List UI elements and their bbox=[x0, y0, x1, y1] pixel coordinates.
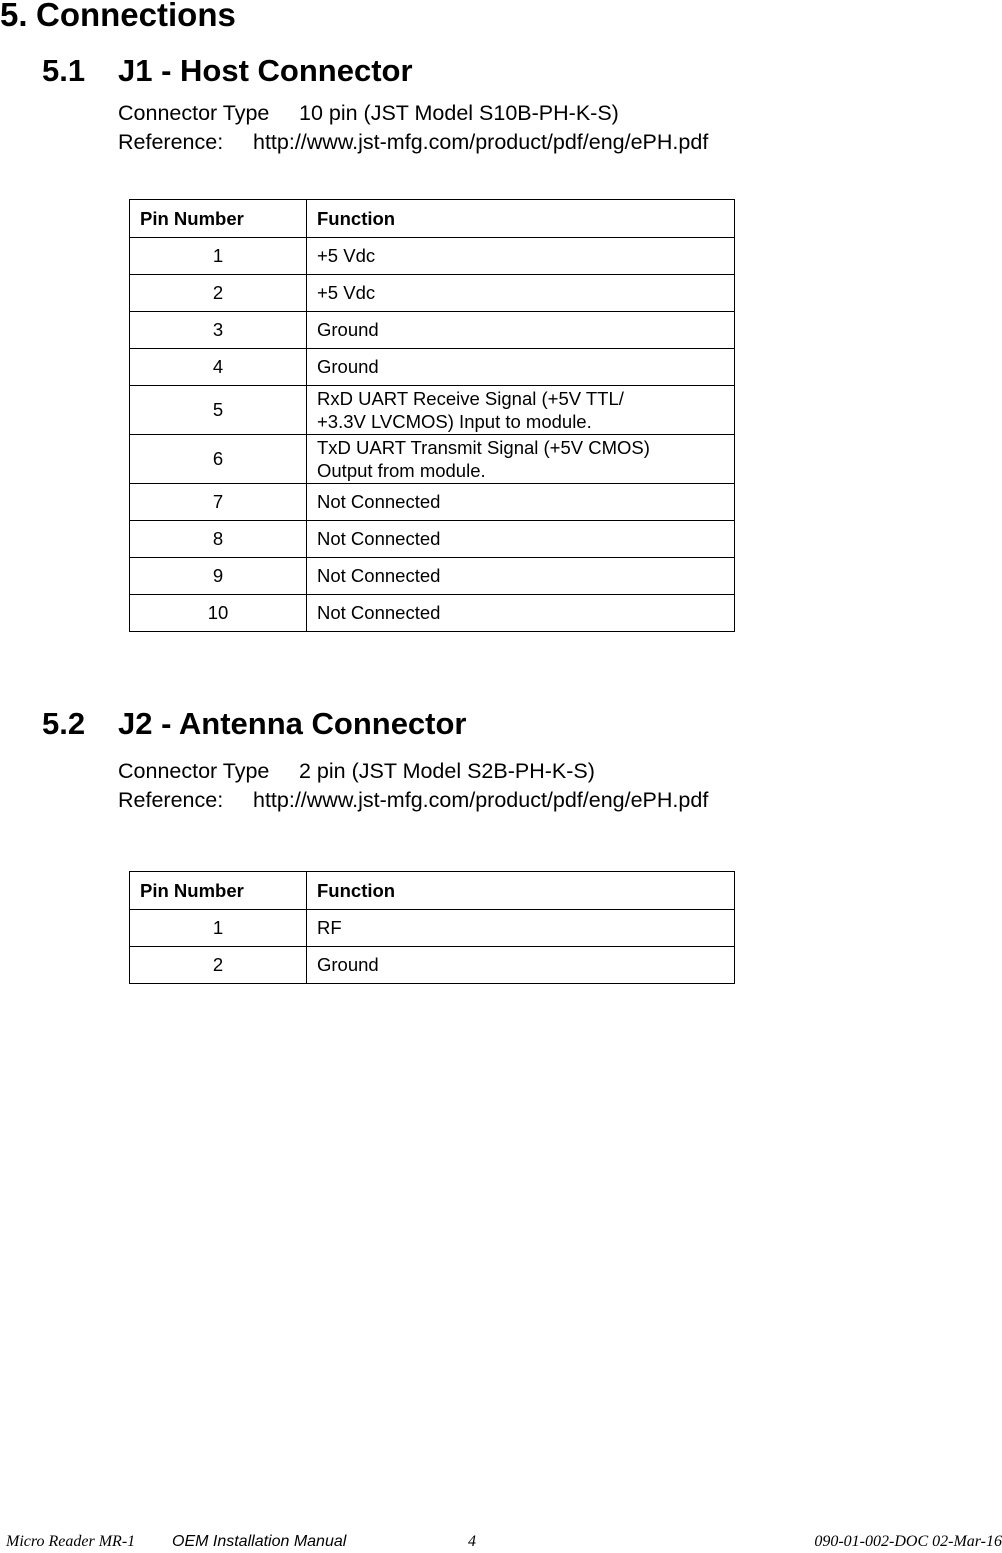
function-cell: Not Connected bbox=[307, 484, 735, 521]
function-cell bbox=[307, 386, 735, 435]
function-line: TxD UART Transmit Signal (+5V CMOS) bbox=[317, 437, 650, 458]
function-cell: +5 Vdc bbox=[307, 275, 735, 312]
connector-type-line bbox=[118, 757, 708, 786]
pin-number-cell: 10 bbox=[130, 595, 307, 632]
section-title: J2 - Antenna Connector bbox=[118, 706, 467, 741]
table-row bbox=[130, 238, 735, 275]
function-cell bbox=[307, 435, 735, 484]
connector-type-line bbox=[118, 99, 708, 128]
connector-type-value: 2 pin (JST Model S2B-PH-K-S) bbox=[299, 759, 595, 783]
chapter-title: Connections bbox=[36, 0, 236, 33]
table-row bbox=[130, 595, 735, 632]
function-cell: RF bbox=[307, 910, 735, 947]
pin-number-cell: 8 bbox=[130, 521, 307, 558]
reference-link[interactable]: http://www.jst-mfg.com/product/pdf/eng/ePH.pdf bbox=[253, 788, 709, 812]
function-cell: Ground bbox=[307, 349, 735, 386]
function-cell: Ground bbox=[307, 312, 735, 349]
function-cell: Not Connected bbox=[307, 558, 735, 595]
function-line: Output from module. bbox=[317, 460, 486, 481]
table-row bbox=[130, 521, 735, 558]
pin-number-cell: 2 bbox=[130, 275, 307, 312]
section-number: 5.2 bbox=[42, 706, 86, 741]
page-footer bbox=[6, 1533, 1002, 1553]
table-row bbox=[130, 349, 735, 386]
column-header-function: Function bbox=[307, 872, 735, 910]
j1-pin-table bbox=[129, 199, 735, 632]
table-header-row bbox=[130, 872, 735, 910]
table-header-row bbox=[130, 200, 735, 238]
section-number: 5.1 bbox=[42, 53, 86, 88]
connector-info-j2 bbox=[118, 757, 708, 815]
connector-type-label: Connector Type bbox=[118, 101, 270, 125]
pin-number-cell: 9 bbox=[130, 558, 307, 595]
function-cell: +5 Vdc bbox=[307, 238, 735, 275]
table-row bbox=[130, 275, 735, 312]
table-row bbox=[130, 558, 735, 595]
chapter-heading bbox=[0, 0, 236, 34]
column-header-pin: Pin Number bbox=[130, 200, 307, 238]
table-row bbox=[130, 484, 735, 521]
section-title: J1 - Host Connector bbox=[118, 53, 413, 88]
pin-number-cell: 4 bbox=[130, 349, 307, 386]
function-cell: Not Connected bbox=[307, 521, 735, 558]
connector-type-label: Connector Type bbox=[118, 759, 270, 783]
column-header-function: Function bbox=[307, 200, 735, 238]
reference-line bbox=[118, 128, 708, 157]
j2-pin-table bbox=[129, 871, 735, 984]
connector-type-value: 10 pin (JST Model S10B-PH-K-S) bbox=[299, 101, 619, 125]
footer-page-number: 4 bbox=[468, 1533, 476, 1550]
function-cell: Ground bbox=[307, 947, 735, 984]
column-header-pin: Pin Number bbox=[130, 872, 307, 910]
footer-doc-id: 090-01-002-DOC 02-Mar-16 bbox=[814, 1533, 1002, 1550]
table-row bbox=[130, 910, 735, 947]
function-line: +3.3V LVCMOS) Input to module. bbox=[317, 411, 592, 432]
chapter-number: 5. bbox=[0, 0, 28, 33]
reference-line bbox=[118, 786, 708, 815]
reference-label: Reference: bbox=[118, 788, 224, 812]
pin-number-cell: 6 bbox=[130, 435, 307, 484]
reference-label: Reference: bbox=[118, 130, 224, 154]
footer-manual-title: OEM Installation Manual bbox=[172, 1533, 347, 1550]
function-line: RxD UART Receive Signal (+5V TTL/ bbox=[317, 388, 624, 409]
reference-link[interactable]: http://www.jst-mfg.com/product/pdf/eng/ePH.pdf bbox=[253, 130, 709, 154]
table-row bbox=[130, 312, 735, 349]
pin-number-cell: 1 bbox=[130, 238, 307, 275]
table-row bbox=[130, 947, 735, 984]
pin-number-cell: 3 bbox=[130, 312, 307, 349]
pin-number-cell: 5 bbox=[130, 386, 307, 435]
section-heading-j2 bbox=[42, 706, 467, 742]
section-heading-j1 bbox=[42, 53, 413, 89]
connector-info-j1 bbox=[118, 99, 708, 157]
table-row bbox=[130, 386, 735, 435]
function-cell: Not Connected bbox=[307, 595, 735, 632]
pin-number-cell: 2 bbox=[130, 947, 307, 984]
pin-number-cell: 7 bbox=[130, 484, 307, 521]
table-row bbox=[130, 435, 735, 484]
pin-number-cell: 1 bbox=[130, 910, 307, 947]
footer-product: Micro Reader MR-1 bbox=[6, 1533, 136, 1550]
